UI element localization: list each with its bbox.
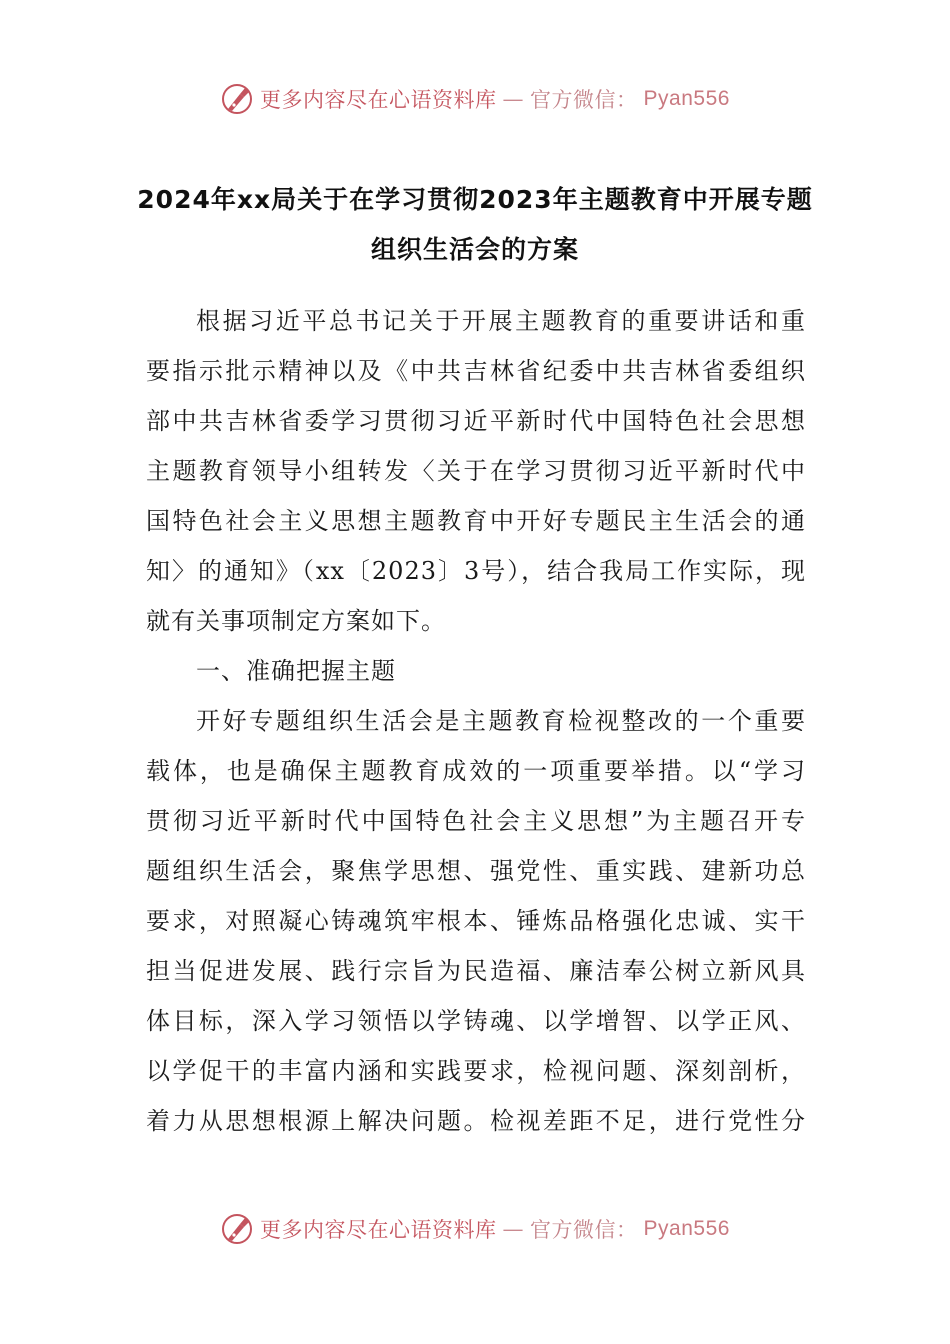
paragraph-line: 主题教育领导小组转发〈关于在学习贯彻习近平新时代中	[146, 457, 806, 485]
pen-nib-logo-icon	[220, 82, 254, 116]
paragraph-line: 载体，也是确保主题教育成效的一项重要举措。以“学习	[146, 757, 806, 785]
banner-separator: —	[502, 87, 525, 111]
paragraph-line: 知〉的通知》（xx〔2023〕3号），结合我局工作实际，现	[146, 557, 806, 585]
paragraph-line: 体目标，深入学习领悟以学铸魂、以学增智、以学正风、	[146, 1007, 806, 1035]
document-title-line-2: 组织生活会的方案	[370, 235, 579, 264]
document-body	[146, 296, 806, 1146]
banner-wechat-id: Pyan556	[643, 1217, 730, 1240]
paragraph-line: 国特色社会主义思想主题教育中开好专题民主生活会的通	[146, 507, 806, 535]
document-title-line-1: 2024年xx局关于在学习贯彻2023年主题教育中开展专题	[137, 185, 813, 214]
paragraph-line: 就有关事项制定方案如下。	[146, 607, 446, 635]
paragraph-line: 以学促干的丰富内涵和实践要求，检视问题、深刻剖析，	[146, 1057, 806, 1085]
pen-nib-logo-icon	[220, 1212, 254, 1246]
paragraph-line: 担当促进发展、践行宗旨为民造福、廉洁奉公树立新风具	[146, 957, 806, 985]
paragraph-line: 根据习近平总书记关于开展主题教育的重要讲话和重	[196, 307, 806, 335]
banner-brand: 更多内容尽在心语资料库	[260, 88, 497, 112]
paragraph-line: 部中共吉林省委学习贯彻习近平新时代中国特色社会思想	[146, 407, 806, 435]
banner-brand: 更多内容尽在心语资料库	[260, 1218, 497, 1242]
banner-separator: —	[502, 1217, 525, 1241]
footer-banner	[0, 1212, 950, 1246]
header-banner	[0, 82, 950, 116]
banner-wechat-id: Pyan556	[643, 87, 730, 110]
paragraph-line: 要求，对照凝心铸魂筑牢根本、锤炼品格强化忠诚、实干	[146, 907, 806, 935]
paragraph-line: 贯彻习近平新时代中国特色社会主义思想”为主题召开专	[146, 807, 806, 835]
section-heading: 一、准确把握主题	[196, 657, 396, 685]
paragraph-line: 题组织生活会，聚焦学思想、强党性、重实践、建新功总	[146, 857, 806, 885]
paragraph-line: 开好专题组织生活会是主题教育检视整改的一个重要	[196, 707, 806, 735]
paragraph-line: 着力从思想根源上解决问题。检视差距不足，进行党性分	[146, 1107, 806, 1135]
banner-official: 官方微信：	[530, 88, 638, 112]
paragraph-line: 要指示批示精神以及《中共吉林省纪委中共吉林省委组织	[146, 357, 806, 385]
banner-official: 官方微信：	[530, 1218, 638, 1242]
